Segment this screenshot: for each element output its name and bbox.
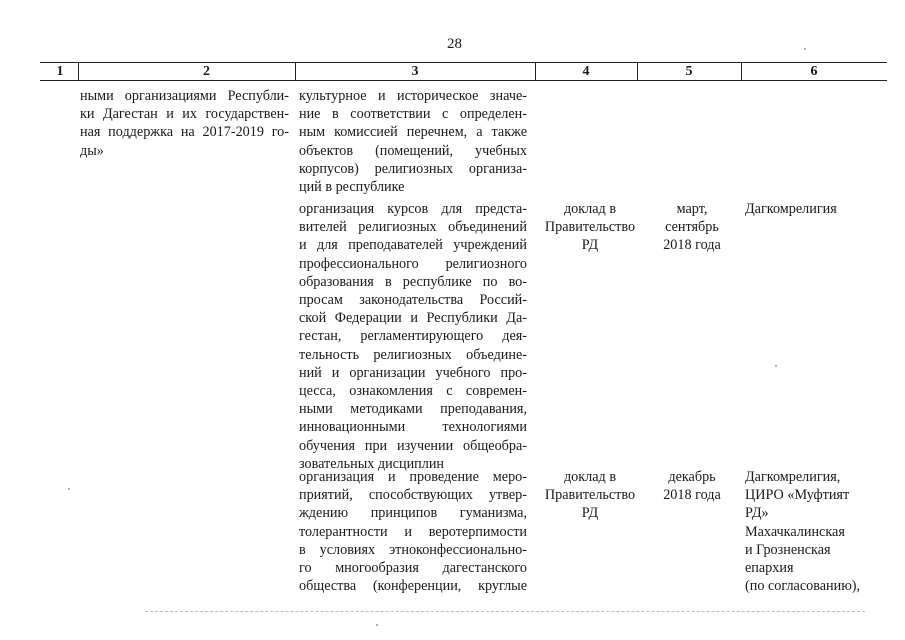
text-line: и Грозненская <box>745 541 831 558</box>
text-line: гестан, регламентирующего дея- <box>299 328 527 345</box>
text-line: инновационными технологиями <box>299 419 527 436</box>
text-line: Правительство <box>544 487 636 504</box>
report-cell <box>537 468 643 523</box>
text-line: тельность религиозных объедине- <box>299 346 527 363</box>
text-line: сентябрь <box>665 219 719 236</box>
text-line: ЦИРО «Муфтият <box>745 487 850 504</box>
text-line: профессионального религиозного <box>299 255 527 272</box>
text-line: организация курсов для предста- <box>299 201 527 217</box>
header-col-2: 2 <box>203 64 210 79</box>
text-line: приятий, способствующих утвер- <box>299 487 527 504</box>
text-line: обучения при изучении общеобра- <box>299 437 527 454</box>
page-number: 28 <box>447 36 462 52</box>
term-cell <box>652 468 732 504</box>
executors-cell <box>745 468 890 595</box>
text-line: декабрь <box>668 469 716 485</box>
measure-cell <box>299 468 527 595</box>
text-line: культурное и историческое значе- <box>299 88 527 104</box>
text-line: доклад в <box>563 201 617 217</box>
header-col-3: 3 <box>411 64 419 79</box>
text-line: организация и проведение меро- <box>299 469 527 485</box>
text-line: образования в республике по во- <box>299 273 527 290</box>
header-col-1: 1 <box>56 64 64 79</box>
text-line: РД <box>581 505 599 522</box>
text-line: просам законодательства Россий- <box>299 292 527 309</box>
text-line: епархия <box>745 560 794 577</box>
text-line: РД <box>581 237 599 254</box>
text-line: ки Дагестан и их государствен- <box>80 106 289 123</box>
text-line: ций в республике <box>299 179 405 196</box>
text-line: РД» <box>745 505 769 522</box>
text-line: ными организациями Республи- <box>80 88 289 104</box>
text-line: 2018 года <box>663 487 721 504</box>
text-line: (по согласованию), <box>745 578 861 595</box>
text-line: Дагкомрелигия, <box>745 469 841 485</box>
text-line: го многообразия дагестанского <box>299 560 527 577</box>
scan-speck <box>68 488 70 490</box>
text-line: толерантности и веротерпимости <box>299 523 527 540</box>
measure-cell <box>299 200 527 473</box>
text-line: ная поддержка на 2017-2019 го- <box>80 124 289 141</box>
text-line: ным комиссией перечнем, а также <box>299 124 527 141</box>
text-line: Махачкалинская <box>745 523 845 540</box>
text-line: общества (конференции, круглые <box>299 578 527 595</box>
header-col-5: 5 <box>685 64 693 79</box>
scan-speck <box>775 365 777 367</box>
text-line: ными методиками преподавания, <box>299 401 527 418</box>
text-line: ждению принципов гуманизма, <box>299 505 527 522</box>
text-line: доклад в <box>563 469 617 485</box>
text-line: объектов (помещений, учебных <box>299 142 527 159</box>
scan-speck <box>376 624 378 626</box>
text-line: в условиях этноконфессионально- <box>299 541 527 558</box>
header-col-4: 4 <box>582 64 590 79</box>
text-line: март, <box>676 201 708 217</box>
report-cell <box>537 200 643 255</box>
table-row <box>299 87 527 196</box>
program-title-continuation <box>80 87 289 160</box>
text-line: Дагкомрелигия <box>745 201 837 217</box>
text-line: ний и организации учебного про- <box>299 364 527 381</box>
scan-bottom-edge <box>145 611 865 612</box>
text-line: зовательных дисциплин <box>299 455 445 472</box>
scan-speck <box>804 48 806 50</box>
text-line: цесса, ознакомления с современ- <box>299 383 527 400</box>
text-line: ской Федерации и Республики Да- <box>299 310 527 327</box>
executors-cell <box>745 200 885 218</box>
text-line: корпусов) религиозных организа- <box>299 160 527 177</box>
term-cell <box>652 200 732 255</box>
text-line: и для преподавателей учреждений <box>299 237 527 254</box>
header-col-6: 6 <box>810 64 818 79</box>
table-header <box>40 62 887 81</box>
text-line: Правительство <box>544 219 636 236</box>
text-line: 2018 года <box>663 237 721 254</box>
text-line: вителей религиозных объединений <box>299 219 527 236</box>
text-line: ние в соответствии с определен- <box>299 106 527 123</box>
text-line: ды» <box>80 142 104 159</box>
